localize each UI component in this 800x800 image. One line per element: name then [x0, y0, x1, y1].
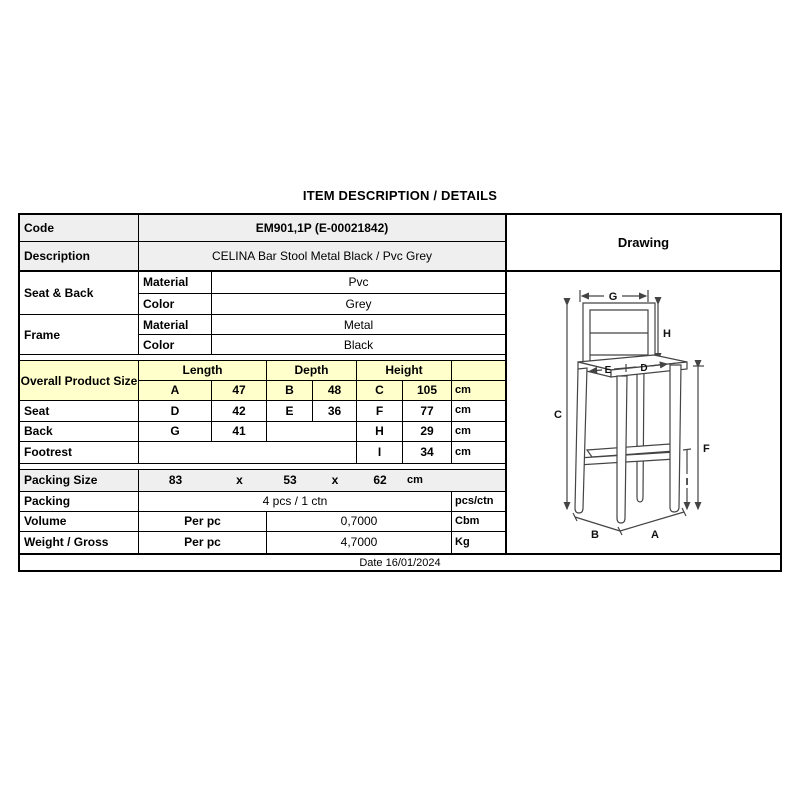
- spec-table: [18, 213, 782, 572]
- unit-cm: cm: [455, 445, 471, 458]
- volume-label: Volume: [20, 512, 139, 531]
- dim-label-g: G: [608, 291, 618, 303]
- weight-unit: Kg: [455, 535, 470, 548]
- color-label: Color: [139, 335, 212, 354]
- dim-val-E: 36: [313, 401, 357, 421]
- seat-row: [20, 401, 505, 422]
- dim-val-G: 41: [212, 422, 267, 441]
- volume-row: [20, 512, 505, 532]
- dim-key-F: F: [357, 401, 403, 421]
- footrest-label: Footrest: [20, 442, 139, 463]
- seat-back-color-row: [139, 293, 505, 315]
- packing-size-w: 83: [168, 473, 183, 488]
- material-label: Material: [139, 272, 212, 293]
- date-text: Date 16/01/2024: [359, 556, 441, 569]
- dim-key-G: G: [139, 422, 212, 441]
- dim-label-i: I: [685, 477, 689, 488]
- length-header: Length: [139, 361, 267, 380]
- unit-cm: cm: [455, 404, 471, 417]
- dim-val-I: 34: [403, 442, 452, 463]
- unit-cm: cm: [455, 424, 471, 437]
- seat-label: Seat: [20, 401, 139, 421]
- dim-label-b: B: [591, 529, 599, 541]
- seat-back-material-row: [139, 272, 505, 293]
- description-row: [20, 242, 505, 272]
- packing-unit: pcs/ctn: [455, 494, 494, 507]
- overall-size-section: [20, 361, 505, 401]
- code-row: [20, 215, 505, 242]
- dim-val-D: 42: [212, 401, 267, 421]
- packing-label: Packing: [20, 492, 139, 511]
- code-value: EM901,1P (E-00021842): [255, 220, 389, 235]
- dim-val-F: 77: [403, 401, 452, 421]
- drawing-column: [507, 215, 780, 553]
- overall-size-values-row: [139, 381, 505, 400]
- depth-header: Depth: [267, 361, 357, 380]
- dim-key-I: I: [357, 442, 403, 463]
- dim-key-D: D: [139, 401, 212, 421]
- material-label: Material: [139, 315, 212, 334]
- packing-size-unit: cm: [407, 473, 423, 486]
- page-title: ITEM DESCRIPTION / DETAILS: [302, 188, 498, 203]
- seat-back-section-label: Seat & Back: [20, 272, 139, 314]
- color-label: Color: [139, 294, 212, 315]
- material-value: Metal: [343, 317, 374, 332]
- footrest-row: [20, 442, 505, 464]
- drawing-cell: [507, 272, 780, 553]
- frame-section: [20, 315, 505, 355]
- dim-key-C: C: [357, 381, 403, 400]
- weight-label: Weight / Gross: [20, 532, 139, 553]
- dim-key-A: A: [139, 381, 212, 400]
- dim-val-H: 29: [403, 422, 452, 441]
- packing-size-value: [139, 470, 505, 491]
- frame-section-label: Frame: [20, 315, 139, 354]
- dim-label-h: H: [663, 328, 671, 340]
- packing-size-d: 53: [283, 473, 297, 488]
- dim-key-H: H: [357, 422, 403, 441]
- blank-cell: [139, 442, 357, 463]
- description-label: Description: [20, 242, 139, 270]
- packing-size-h: 62: [373, 473, 387, 488]
- packing-size-x2: x: [331, 473, 339, 488]
- weight-row: [20, 532, 505, 553]
- volume-unit: Cbm: [455, 514, 480, 527]
- packing-row: [20, 492, 505, 512]
- packing-size-x1: x: [236, 473, 243, 488]
- blank-cell: [267, 422, 357, 441]
- weight-value: 4,7000: [267, 532, 452, 553]
- height-header: Height: [357, 361, 452, 380]
- dim-key-E: E: [267, 401, 313, 421]
- volume-value: 0,7000: [267, 512, 452, 531]
- dim-label-a: A: [651, 529, 659, 541]
- color-value: Grey: [345, 296, 372, 311]
- dim-val-C: 105: [403, 381, 452, 400]
- spec-table-left: [20, 215, 507, 553]
- frame-color-row: [139, 334, 505, 354]
- dim-val-A: 47: [212, 381, 267, 400]
- packing-size-label: Packing Size: [20, 470, 139, 491]
- material-value: Pvc: [348, 275, 369, 290]
- date-row: [20, 553, 780, 570]
- color-value: Black: [343, 337, 374, 352]
- unit-header-blank: [452, 361, 505, 380]
- frame-material-row: [139, 315, 505, 334]
- packing-size-row: [20, 470, 505, 492]
- dim-label-e: E: [604, 365, 612, 376]
- seat-back-section: [20, 272, 505, 315]
- size-header-row: [139, 361, 505, 381]
- dim-key-B: B: [267, 381, 313, 400]
- dim-label-d: D: [640, 363, 648, 374]
- overall-size-label: Overall Product Size: [20, 361, 139, 400]
- packing-value: 4 pcs / 1 ctn: [139, 492, 452, 511]
- dim-label-f: F: [703, 443, 710, 455]
- drawing-header: Drawing: [507, 215, 780, 272]
- volume-basis: Per pc: [139, 512, 267, 531]
- code-label: Code: [20, 215, 139, 241]
- dim-label-c: C: [554, 409, 562, 421]
- back-label: Back: [20, 422, 139, 441]
- stool-drawing: [507, 272, 780, 553]
- description-value: CELINA Bar Stool Metal Black / Pvc Grey: [211, 248, 433, 263]
- back-row: [20, 422, 505, 442]
- dim-val-B: 48: [313, 381, 357, 400]
- weight-basis: Per pc: [139, 532, 267, 553]
- unit-cm: cm: [455, 384, 471, 397]
